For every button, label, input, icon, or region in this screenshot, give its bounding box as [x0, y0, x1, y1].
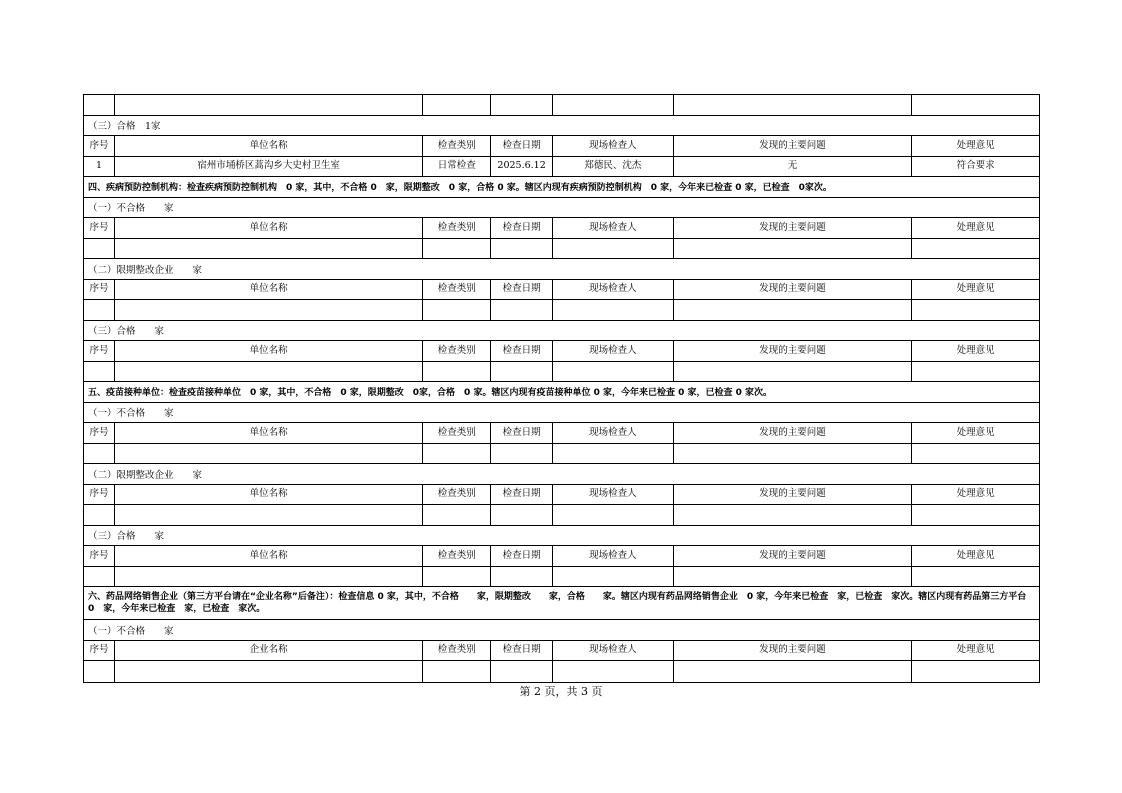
- section-heading: [84, 464, 1039, 485]
- row-type: 日常检查: [423, 157, 491, 177]
- qualified-heading: （三）合格 家: [88, 326, 165, 338]
- header-check-date: 检查日期: [491, 423, 553, 443]
- qualified-heading: （三）合格 1家: [88, 121, 161, 133]
- section-heading: [84, 116, 1039, 137]
- row-unit: 宿州市埇桥区蒿沟乡大史村卫生室: [115, 157, 423, 177]
- header-check-type: 检查类别: [423, 485, 491, 505]
- header-check-type: 检查类别: [423, 546, 491, 566]
- header-opinion: 处理意见: [956, 644, 995, 656]
- header-row: [84, 341, 1039, 362]
- header-enterprise-name: 企业名称: [115, 641, 423, 661]
- header-inspector: 现场检查人: [553, 218, 674, 238]
- header-check-date: 检查日期: [491, 218, 553, 238]
- header-opinion: 处理意见: [956, 344, 995, 356]
- section-heading: [84, 403, 1039, 424]
- table-row: [84, 661, 1039, 682]
- header-row: [84, 641, 1039, 662]
- header-inspector: 现场检查人: [553, 280, 674, 300]
- header-row: [84, 218, 1039, 239]
- section-heading: [84, 526, 1039, 547]
- rectify-heading: （二）限期整改企业 家: [88, 264, 203, 276]
- header-check-date: 检查日期: [491, 485, 553, 505]
- header-check-type: 检查类别: [423, 641, 491, 661]
- table-row: [84, 567, 1039, 588]
- header-row: [84, 136, 1039, 157]
- header-seq: 序号: [84, 136, 115, 156]
- header-opinion: 处理意见: [956, 549, 995, 561]
- header-check-date: 检查日期: [491, 136, 553, 156]
- header-unit-name: 单位名称: [115, 485, 423, 505]
- header-check-date: 检查日期: [491, 341, 553, 361]
- section-6-title: 六、药品网络销售企业（第三方平台请在“企业名称”后备注）：检查信息 0 家，其中，不合格 家，限期整改 家，合格 家。辖区内现有药品网络销售企业 0 家，今年来已检查 家，已检查 家次。辖区内现有药品第三方平台 0 家，今年来已检查 家，已检查 家次。: [88, 591, 1036, 614]
- header-problems: 发现的主要问题: [674, 423, 913, 443]
- header-unit-name: 单位名称: [115, 136, 423, 156]
- table-row: [84, 239, 1039, 260]
- header-inspector: 现场检查人: [553, 136, 674, 156]
- row-date: 2025.6.12: [491, 157, 553, 177]
- table-row: [84, 444, 1039, 465]
- header-row: [84, 280, 1039, 301]
- unqualified-heading: （一）不合格 家: [88, 625, 174, 637]
- header-check-type: 检查类别: [423, 423, 491, 443]
- header-problems: 发现的主要问题: [674, 136, 913, 156]
- header-seq: 序号: [84, 218, 115, 238]
- header-opinion: 处理意见: [956, 139, 995, 151]
- header-inspector: 现场检查人: [553, 485, 674, 505]
- header-unit-name: 单位名称: [115, 423, 423, 443]
- header-check-type: 检查类别: [423, 341, 491, 361]
- section-heading: [84, 198, 1039, 219]
- header-opinion: 处理意见: [956, 283, 995, 295]
- table-row: [84, 505, 1039, 526]
- header-problems: 发现的主要问题: [674, 341, 913, 361]
- inspection-table: [83, 94, 1040, 683]
- header-seq: 序号: [84, 546, 115, 566]
- unqualified-heading: （一）不合格 家: [88, 203, 174, 215]
- section-heading: [84, 259, 1039, 280]
- row-opinion: 符合要求: [956, 160, 995, 172]
- section-5-title: 五、疫苗接种单位：检查疫苗接种单位 0 家，其中，不合格 0 家，限期整改 0家，合格 0 家。辖区内现有疫苗接种单位 0 家，今年来已检查 0 家，已检查 0 家次。: [88, 388, 773, 399]
- header-unit-name: 单位名称: [115, 546, 423, 566]
- header-problems: 发现的主要问题: [674, 641, 913, 661]
- qualified-heading: （三）合格 家: [88, 531, 165, 543]
- row-seq: 1: [84, 157, 115, 177]
- header-opinion: 处理意见: [956, 488, 995, 500]
- section-title: [84, 587, 1039, 620]
- header-check-type: 检查类别: [423, 280, 491, 300]
- section-4-title: 四、疾病预防控制机构：检查疾病预防控制机构 0 家，其中，不合格 0 家，限期整改 0 家，合格 0 家。辖区内现有疾病预防控制机构 0 家，今年来已检查 0 家，已检查 0家次。: [88, 183, 832, 194]
- header-problems: 发现的主要问题: [674, 218, 913, 238]
- header-seq: 序号: [84, 423, 115, 443]
- header-check-date: 检查日期: [491, 280, 553, 300]
- header-row: [84, 546, 1039, 567]
- header-problems: 发现的主要问题: [674, 485, 913, 505]
- unqualified-heading: （一）不合格 家: [88, 408, 174, 420]
- row-inspector: 郑德民、沈杰: [553, 157, 674, 177]
- header-unit-name: 单位名称: [115, 280, 423, 300]
- table-row: [84, 362, 1039, 383]
- section-title: [84, 382, 1039, 403]
- header-seq: 序号: [84, 485, 115, 505]
- header-opinion: 处理意见: [956, 426, 995, 438]
- header-check-type: 检查类别: [423, 136, 491, 156]
- header-seq: 序号: [84, 341, 115, 361]
- header-inspector: 现场检查人: [553, 546, 674, 566]
- rectify-heading: （二）限期整改企业 家: [88, 469, 203, 481]
- row-problem: 无: [674, 157, 913, 177]
- table-row: [84, 95, 1039, 116]
- header-seq: 序号: [84, 280, 115, 300]
- header-inspector: 现场检查人: [553, 423, 674, 443]
- table-row: [84, 300, 1039, 321]
- header-problems: 发现的主要问题: [674, 546, 913, 566]
- header-unit-name: 单位名称: [115, 341, 423, 361]
- header-check-type: 检查类别: [423, 218, 491, 238]
- header-row: [84, 423, 1039, 444]
- header-inspector: 现场检查人: [553, 641, 674, 661]
- header-check-date: 检查日期: [491, 546, 553, 566]
- section-heading: [84, 321, 1039, 342]
- table-row: [84, 157, 1039, 178]
- section-title: [84, 177, 1039, 198]
- header-check-date: 检查日期: [491, 641, 553, 661]
- header-inspector: 现场检查人: [553, 341, 674, 361]
- header-problems: 发现的主要问题: [674, 280, 913, 300]
- page-number: 第 2 页，共 3 页: [519, 685, 603, 698]
- header-row: [84, 485, 1039, 506]
- header-opinion: 处理意见: [956, 221, 995, 233]
- header-seq: 序号: [84, 641, 115, 661]
- section-heading: [84, 620, 1039, 641]
- header-unit-name: 单位名称: [115, 218, 423, 238]
